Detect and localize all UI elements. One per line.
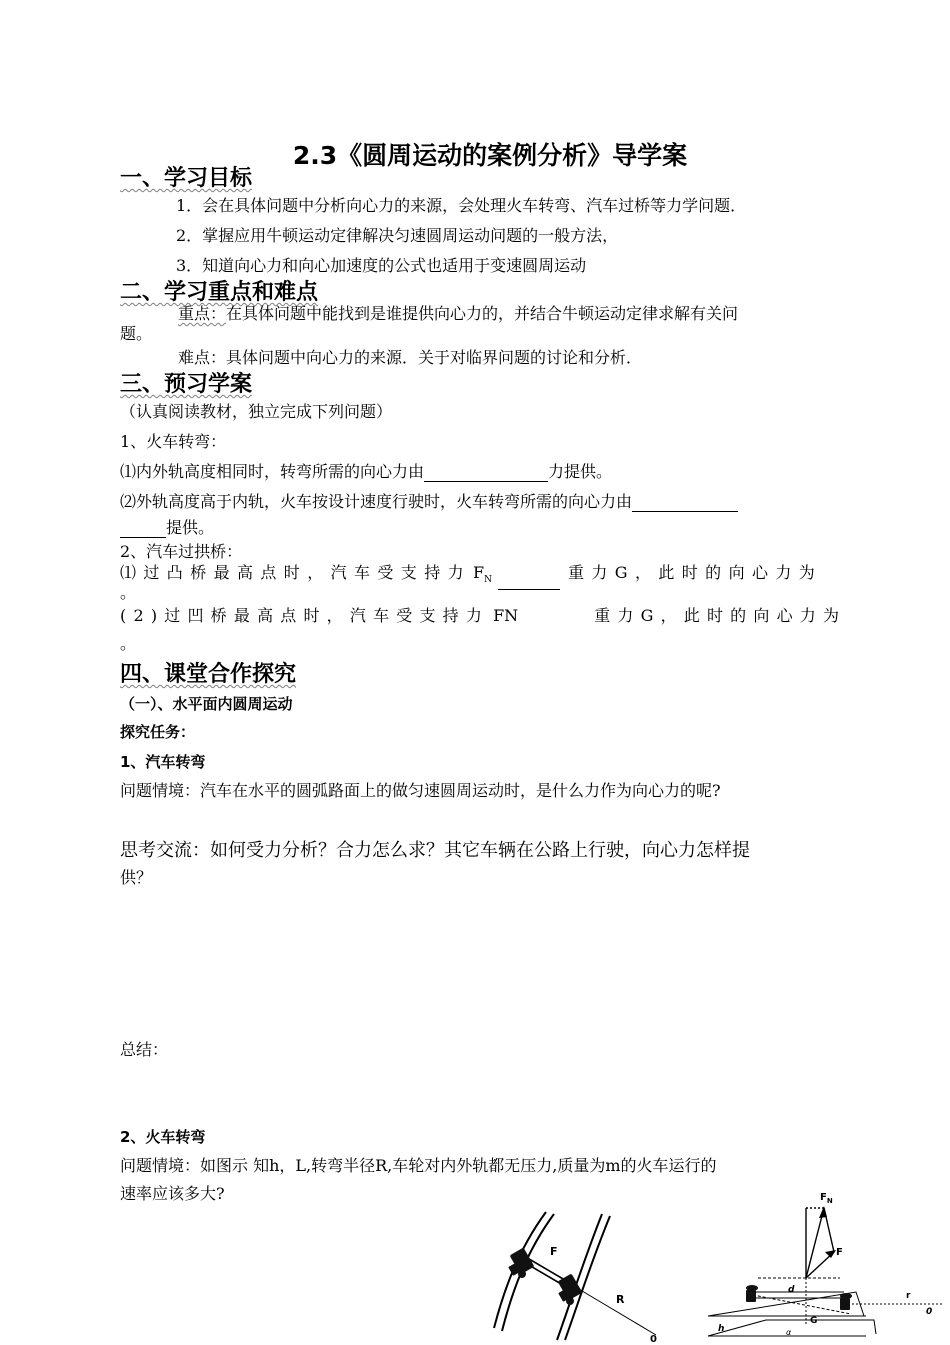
subsection-horizontal-circular: （一）、水平面内圆周运动	[120, 695, 293, 713]
key-point-line-2: 题。	[120, 324, 153, 343]
answer-blank-1b-part-2[interactable]	[120, 521, 166, 538]
objective-item-3: 3．知道向心力和向心加速度的公式也适用于变速圆周运动	[176, 256, 587, 275]
think-discuss-line-2: 供？	[120, 868, 153, 887]
figure-label-O-left: 0	[650, 1334, 657, 1345]
train-top-view-figure	[488, 1200, 673, 1345]
figure-label-F-right: F	[836, 1247, 843, 1258]
figure-label-F-left: F	[550, 1245, 558, 1258]
figure-label-O-right: 0	[926, 1307, 933, 1317]
question-1b-line-2: 提供。	[120, 518, 214, 538]
figure-label-h: h	[718, 1324, 725, 1334]
train-turning-scenario-line-1: 问题情境：如图示 知h，L,转弯半径R,车轮对内外轨都无压力,质量为m的火车运行的	[120, 1156, 717, 1175]
section-heading-preview: 三、预习学案	[120, 372, 253, 397]
question-1b-line-1: ⑵外轨高度高于内轨，火车按设计速度行驶时，火车转弯所需的向心力由	[120, 492, 738, 512]
section-heading-key-points: 二、学习重点和难点	[120, 280, 319, 305]
think-discuss-line-1: 思考交流：如何受力分析？合力怎么求？其它车辆在公路上行驶，向心力怎样提	[120, 840, 750, 861]
section-heading-objectives: 一、学习目标	[120, 166, 253, 191]
key-point-line-1	[178, 304, 738, 324]
figure-label-r: r	[906, 1291, 911, 1301]
question-2a: ⑴过凸桥最高点时，汽车受支持力 $F_N$ 重力G，此时的向心力为	[120, 563, 822, 590]
question-1a: ⑴内外轨高度相同时，转弯所需的向心力由 力提供。	[120, 462, 613, 481]
answer-blank-1b-part-1[interactable]	[632, 495, 738, 512]
car-turning-scenario: 问题情境：汽车在水平的圆弧路面上的做匀速圆周运动时，是什么力作为向心力的呢?	[120, 781, 721, 800]
key-point-text: 在具体问题中能找到是谁提供向心力的，并结合牛顿运动定律求解有关问	[226, 304, 739, 323]
answer-blank-2b-support[interactable]	[522, 609, 594, 626]
summary-label: 总结：	[120, 1040, 169, 1059]
question-1-title: 1、火车转弯：	[120, 432, 227, 451]
train-turning-scenario-line-2: 速率应该多大?	[120, 1184, 225, 1203]
preview-note: （认真阅读教材，独立完成下列问题）	[120, 402, 393, 421]
key-point-label: 重点：	[178, 304, 227, 323]
train-cross-section-figure	[706, 1188, 946, 1345]
item-train-turning-title: 2、火车转弯	[120, 1128, 206, 1146]
question-2-title: 2、汽车过拱桥：	[120, 542, 243, 561]
question-2b: (2)过凹桥最高点时，汽车受支持力 FN 重力G，此时的向心力为	[120, 606, 847, 625]
answer-blank-2a-support[interactable]	[498, 573, 560, 590]
item-car-turning-title: 1、汽车转弯	[120, 753, 206, 771]
document-title: 2.3《圆周运动的案例分析》导学案	[292, 141, 688, 170]
difficulty-line: 难点：具体问题中向心力的来源．关于对临界问题的讨论和分析．	[178, 348, 643, 367]
answer-blank-1a[interactable]	[424, 465, 548, 482]
figure-label-G: G	[810, 1316, 818, 1326]
figure-label-d: d	[788, 1285, 795, 1295]
objective-item-2: 2．掌握应用牛顿运动定律解决匀速圆周运动问题的一般方法，	[176, 226, 619, 245]
section-heading-cooperative: 四、课堂合作探究	[120, 662, 297, 687]
question-2a-end: 。	[120, 583, 137, 602]
figure-label-R: R	[616, 1293, 625, 1306]
figure-label-alpha: α	[786, 1328, 792, 1337]
task-label: 探究任务：	[120, 723, 196, 741]
figure-label-FN: $F_N$	[820, 1192, 833, 1205]
objective-item-1: 1．会在具体问题中分析向心力的来源，会处理火车转弯、汽车过桥等力学问题．	[176, 196, 747, 215]
question-2b-end: 。	[120, 634, 137, 653]
